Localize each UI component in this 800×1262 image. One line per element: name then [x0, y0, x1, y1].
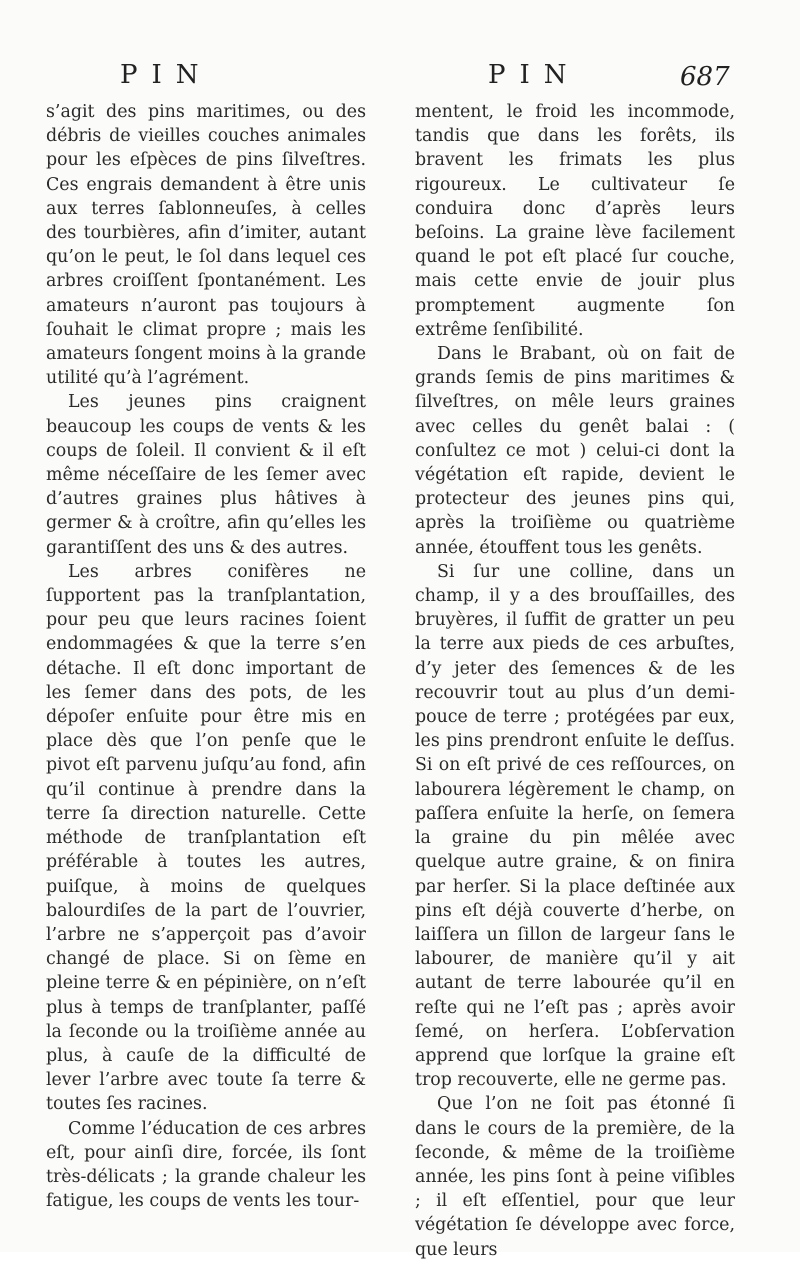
paragraph: Les arbres conifères ne ſupportent pas la tranſplantation, pour peu que leurs racines ſoient endommagées & que la terre s’en détache. Il eſt donc important de les ſemer dans des pots, de les dépoſer enſuite pour être mis en place dès que l’on penſe que le pivot eſt parvenu juſqu’au fond, afin qu’il continue à prendre dans la terre ſa direction naturelle. Cette méthode de tranſplantation eſt préférable à toutes les autres, puiſque, à moins de quelques balourdiſes de la part de l’ouvrier, l’arbre ne s’apperçoit pas d’avoir changé de place. Si on ſème en pleine terre & en pépinière, on n’eſt plus à temps de tranſplanter, paſſé la ſeconde ou la troiſième année au plus, à cauſe de la difficulté de lever l’arbre avec toute ſa terre & toutes ſes racines. — [46, 561, 366, 1115]
running-head-left: PIN — [120, 60, 213, 90]
page-number: 687 — [680, 62, 730, 92]
left-column — [46, 100, 366, 1213]
right-column — [415, 100, 735, 1262]
paragraph: mentent, le froid les incommode, tandis que dans les forêts, ils bravent les frimats les plus rigoureux. Le cultivateur ſe conduira donc d’après leurs beſoins. La graine lève facilement quand le pot eſt placé ſur couche, mais cette envie de jouir plus promptement augmente ſon extrême ſenſibilité. — [415, 102, 735, 340]
paragraph: Les jeunes pins craignent beaucoup les coups de vents & les coups de ſoleil. Il convient & il eſt même néceſſaire de les ſemer avec d’autres graines plus hâtives à germer & à croître, afin qu’elles les garantiſſent des uns & des autres. — [46, 392, 366, 558]
paragraph: Dans le Brabant, où on fait de grands ſemis de pins maritimes & ſilveſtres, on mêle leurs graines avec celles du genêt balai : ( conſultez ce mot ) celui-ci dont la végétation eſt rapide, devient le protecteur des jeunes pins qui, après la troiſième ou quatrième année, étouffent tous les genêts. — [415, 344, 735, 558]
running-head-right: PIN — [488, 60, 581, 90]
paragraph: Comme l’éducation de ces arbres eſt, pour ainſi dire, forcée, ils ſont très-délicats ; la grande chaleur les fatigue, les coups de vents les tour- — [46, 1118, 366, 1212]
paragraph: Que l’on ne ſoit pas étonné ſi dans le cours de la première, de la ſeconde, & même de la troiſième année, les pins ſont à peine viſibles ; il eſt eſſentiel, pour que leur végétation ſe développe avec force, que leurs — [415, 1094, 735, 1260]
paragraph: s’agit des pins maritimes, ou des débris de vieilles couches animales pour les eſpèces de pins ſilveſtres. Ces engrais demandent à être unis aux terres ſablonneuſes, à celles des tourbières, afin d’imiter, autant qu’on le peut, le ſol dans lequel ces arbres croiſſent ſpontanément. Les amateurs n’auront pas toujours à ſouhait le climat propre ; mais les amateurs ſongent moins à la grande utilité qu’à l’agrément. — [46, 102, 366, 389]
paragraph: Si ſur une colline, dans un champ, il y a des brouſſailles, des bruyères, il ſuffit de gratter un peu la terre aux pieds de ces arbuſtes, d’y jeter des ſemences & de les recouvrir tout au plus d’un demi-pouce de terre ; protégées par eux, les pins prendront enſuite le deſſus. Si on eſt privé de ces reſſources, on labourera légèrement le champ, on paſſera enſuite la herſe, on ſemera la graine du pin mêlée avec quelque autre graine, & on finira par herſer. Si la place deſtinée aux pins eſt déjà couverte d’herbe, on laiſſera un ſillon de largeur ſans le labourer, de manière qu’il y ait autant de terre labourée qu’il en reſte qui ne l’eſt pas ; après avoir ſemé, on herſera. L’obſervation apprend que lorſque la graine eſt trop recouverte, elle ne germe pas. — [415, 561, 735, 1091]
